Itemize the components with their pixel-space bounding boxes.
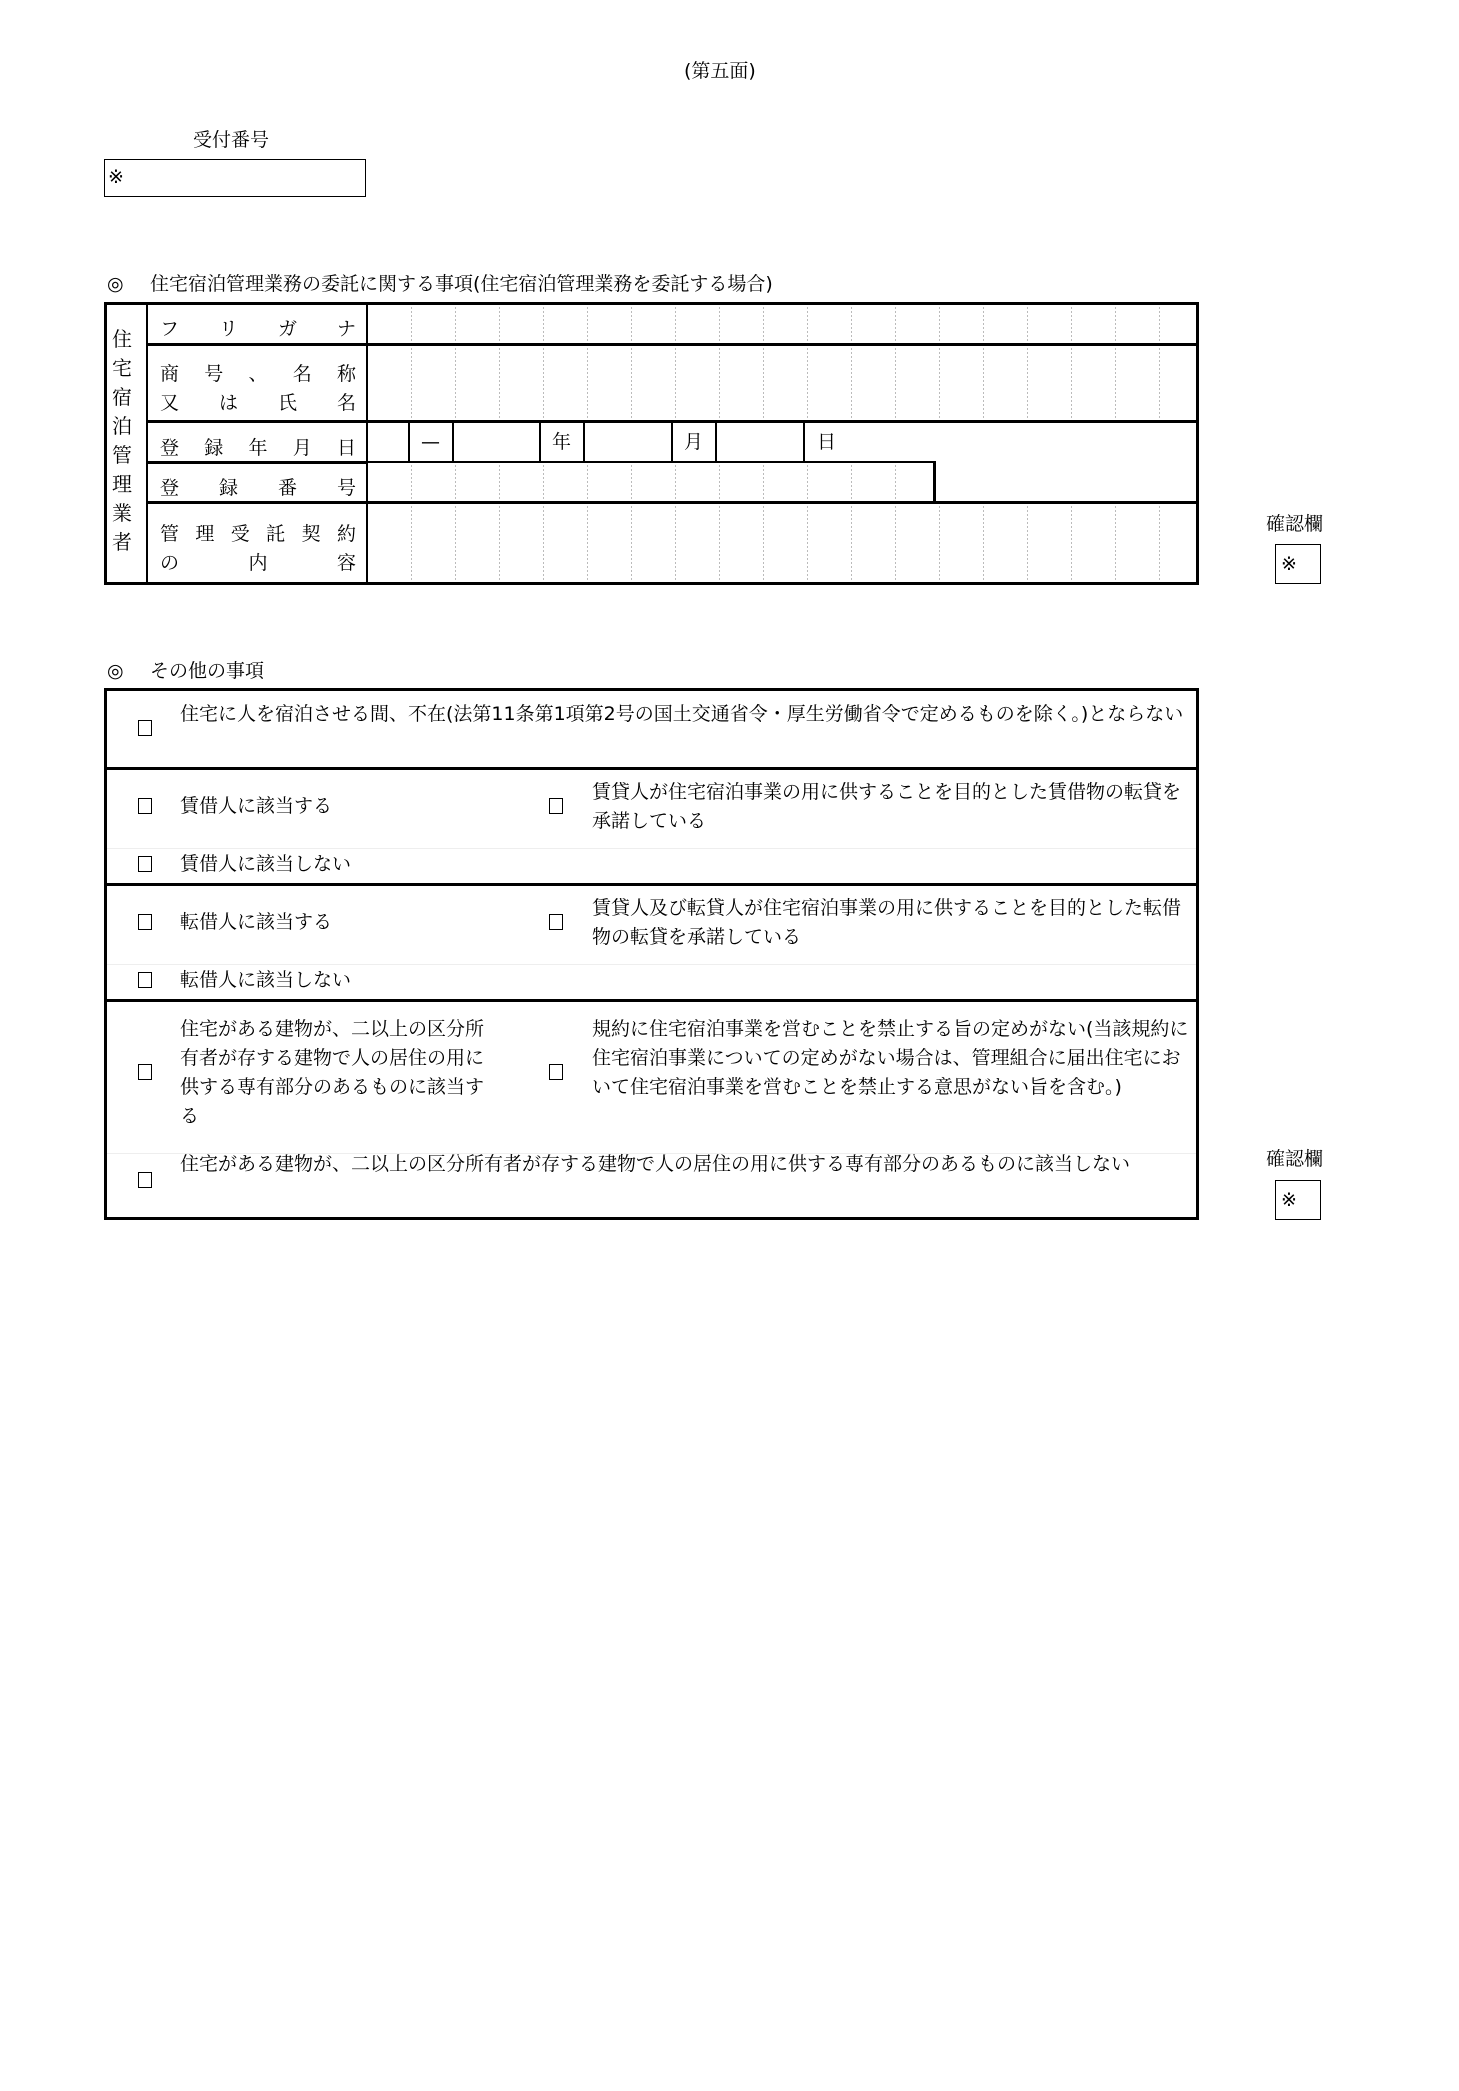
date-month-input[interactable] <box>585 424 671 461</box>
sublessor-consent-text: 賃貸人及び転貸人が住宅宿泊事業の用に供することを目的とした転借物の転貸を承諾している <box>592 897 1182 948</box>
bylaw-text: 規約に住宅宿泊事業を営むことを禁止する旨の定めがない(当該規約に住宅宿泊事業についての定めがない場合は、管理組合に届出住宅において住宅宿泊事業を営むことを禁止する意思がない旨を含む。) <box>592 1018 1189 1098</box>
char: 管 <box>160 523 180 545</box>
char: は <box>218 392 238 414</box>
reception-number-label: 受付番号 <box>193 129 270 151</box>
section1-heading: 住宅宿泊管理業務の委託に関する事項(住宅宿泊管理業務を委託する場合) <box>150 273 773 295</box>
divider <box>104 767 1199 770</box>
registration-number-input[interactable] <box>368 463 933 501</box>
contract-label <box>160 519 356 546</box>
sublessor-consent-checkbox[interactable] <box>549 914 563 930</box>
confirm-mark: ※ <box>1281 1189 1297 1211</box>
char: 月 <box>292 437 312 459</box>
char: ガ <box>277 318 297 340</box>
furigana-label <box>160 314 356 341</box>
lessee-no-text: 賃借人に該当しない <box>180 853 352 875</box>
char: 登 <box>160 477 180 499</box>
divider <box>104 999 1199 1002</box>
char: フ <box>160 318 180 340</box>
registration-date-label <box>160 433 356 460</box>
char: 又 <box>160 392 180 414</box>
condo-yes-checkbox[interactable] <box>138 1064 152 1080</box>
lessee-yes-text: 賃借人に該当する <box>180 795 333 817</box>
char: 受 <box>230 523 250 545</box>
confirm-label-2: 確認欄 <box>1266 1148 1324 1170</box>
divider <box>803 422 805 463</box>
divider <box>933 461 936 503</box>
section2-mark: ◎ <box>107 660 124 682</box>
date-year-label: 年 <box>552 431 572 453</box>
lessee-yes-checkbox[interactable] <box>138 798 152 814</box>
absence-checkbox[interactable] <box>138 720 152 736</box>
absence-text: 住宅に人を宿泊させる間、不在(法第11条第1項第2号の国土交通省令・厚生労働省令で定めるものを除く。)とならない <box>180 703 1184 725</box>
confirm-mark: ※ <box>1281 553 1297 575</box>
char: 契 <box>301 523 321 545</box>
condo-yes-text: 住宅がある建物が、二以上の区分所有者が存する建物で人の居住の用に供する専有部分のあるものに該当する <box>180 1018 485 1127</box>
date-day-input[interactable] <box>717 424 803 461</box>
char: 容 <box>336 552 356 574</box>
char: 録 <box>218 477 238 499</box>
condo-no-checkbox[interactable] <box>138 1172 152 1188</box>
char: 号 <box>336 477 356 499</box>
lessor-consent-text: 賃貸人が住宅宿泊事業の用に供することを目的とした賃借物の転貸を承諾している <box>592 781 1182 832</box>
char: 年 <box>248 437 268 459</box>
char: 、 <box>248 363 268 385</box>
sublessee-no-checkbox[interactable] <box>138 972 152 988</box>
char: リ <box>218 318 238 340</box>
divider <box>107 964 1196 965</box>
furigana-input[interactable] <box>368 305 1196 343</box>
page-label: (第五面) <box>684 60 756 82</box>
contract-content-input[interactable] <box>368 504 1196 582</box>
date-year-input[interactable] <box>454 424 539 461</box>
sublessee-yes-text: 転借人に該当する <box>180 911 333 933</box>
sublessee-yes-checkbox[interactable] <box>138 914 152 930</box>
char: 商 <box>160 363 180 385</box>
char: ナ <box>336 318 356 340</box>
divider <box>671 422 673 463</box>
lessee-no-checkbox[interactable] <box>138 856 152 872</box>
date-day-label: 日 <box>817 431 837 453</box>
divider <box>408 422 410 463</box>
reception-number-field[interactable] <box>104 159 366 197</box>
char: 号 <box>204 363 224 385</box>
date-month-label: 月 <box>684 431 704 453</box>
divider <box>104 883 1199 886</box>
reception-mark: ※ <box>108 166 124 188</box>
char: 登 <box>160 437 180 459</box>
char: 名 <box>336 392 356 414</box>
confirm-box-1[interactable] <box>1275 544 1321 584</box>
manager-side-label: 住宅宿泊管理業者 <box>112 327 132 554</box>
char: 日 <box>336 437 356 459</box>
registration-number-label <box>160 473 356 500</box>
section1-mark: ◎ <box>107 273 124 295</box>
char: 氏 <box>277 392 297 414</box>
condo-no-text: 住宅がある建物が、二以上の区分所有者が存する建物で人の居住の用に供する専有部分のあるものに該当しない <box>180 1153 1131 1175</box>
divider <box>107 848 1196 849</box>
char: 録 <box>204 437 224 459</box>
trade-name-input[interactable] <box>368 346 1196 420</box>
sublessee-no-text: 転借人に該当しない <box>180 969 352 991</box>
section2-heading: その他の事項 <box>150 660 265 682</box>
char: 番 <box>277 477 297 499</box>
divider <box>539 422 541 463</box>
char: 約 <box>336 523 356 545</box>
confirm-label-1: 確認欄 <box>1266 513 1324 535</box>
char: の <box>160 552 180 574</box>
char: 内 <box>248 552 268 574</box>
char: 理 <box>195 523 215 545</box>
char: 称 <box>336 363 356 385</box>
trade-name-label <box>160 359 356 386</box>
contract-content-label <box>160 548 356 575</box>
char: 名 <box>292 363 312 385</box>
date-dash: — <box>421 431 440 453</box>
name-label <box>160 388 356 415</box>
bylaw-checkbox[interactable] <box>549 1064 563 1080</box>
lessor-consent-checkbox[interactable] <box>549 798 563 814</box>
char: 託 <box>266 523 286 545</box>
confirm-box-2[interactable] <box>1275 1180 1321 1220</box>
